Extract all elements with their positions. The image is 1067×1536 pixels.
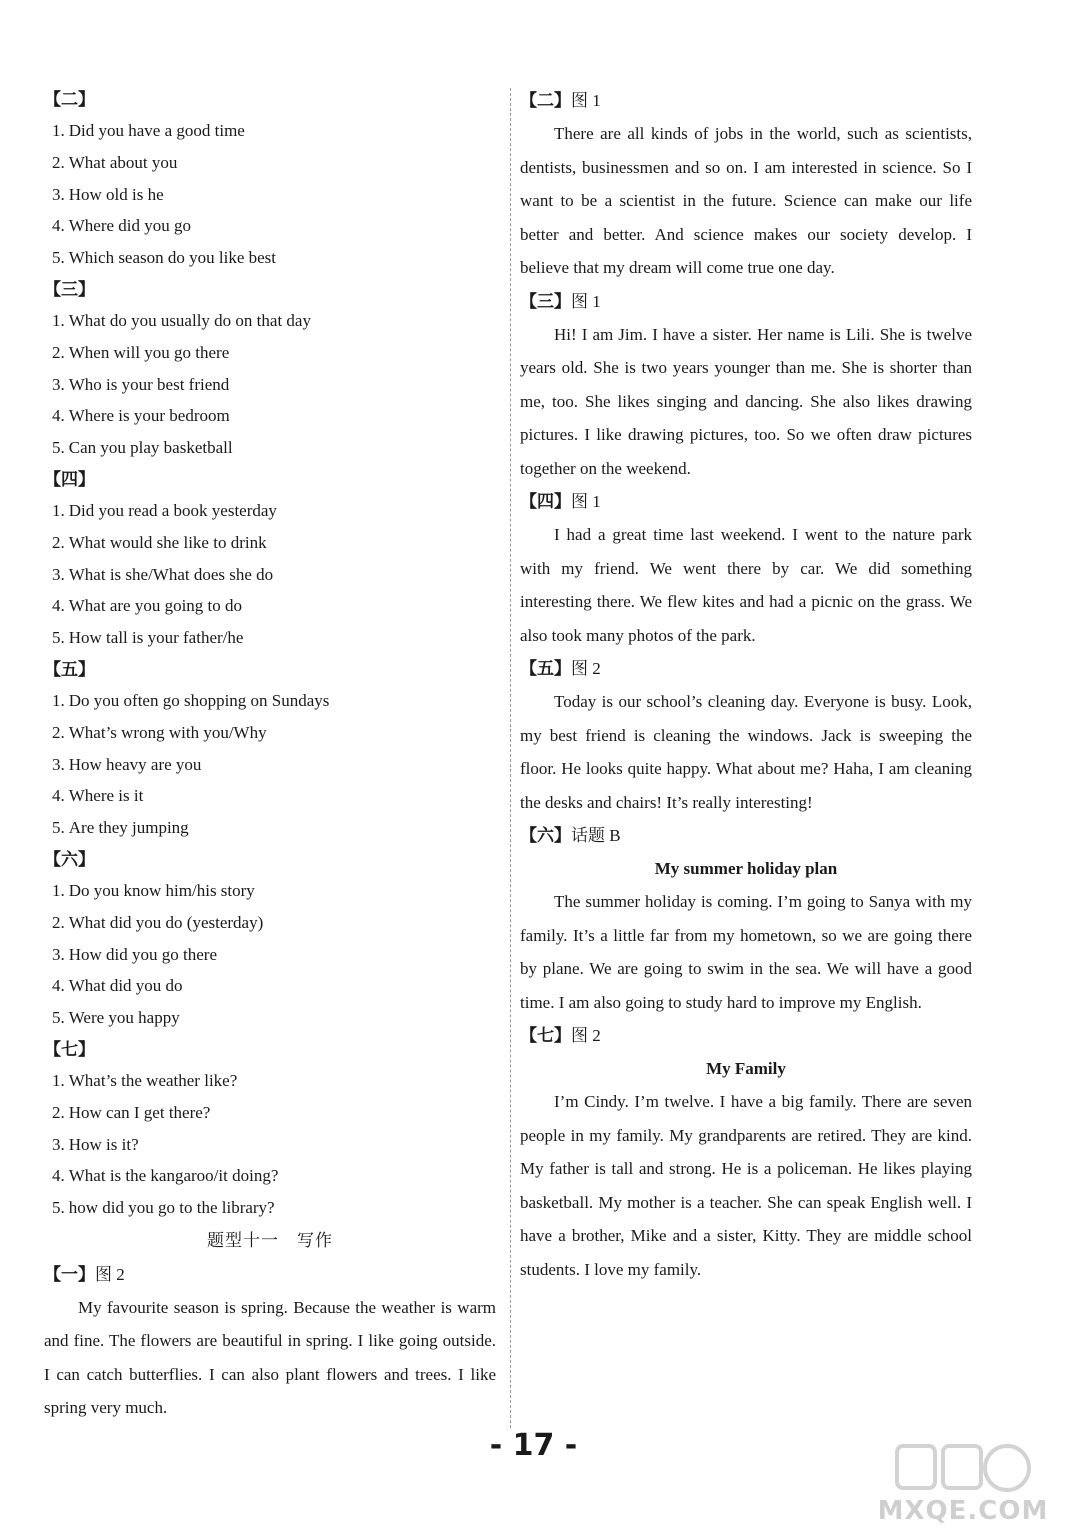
item-number: 4.: [52, 1166, 65, 1186]
essay-heading: [520, 485, 972, 518]
item-number: 3.: [52, 1134, 65, 1154]
essay-heading: [520, 84, 972, 117]
item-number: 5.: [52, 818, 65, 838]
item-text: Where is your bedroom: [68, 406, 230, 426]
answer-item: [44, 305, 496, 337]
answer-item: [44, 812, 496, 844]
item-text: How heavy are you: [68, 754, 202, 774]
answer-item: [44, 1192, 496, 1224]
answer-item: [44, 875, 496, 907]
item-number: 2.: [52, 1102, 65, 1122]
part-title: 题型十一 写作: [207, 1230, 333, 1251]
answer-item: [44, 337, 496, 369]
answer-item: [44, 495, 496, 527]
essay-heading-number: 【六】: [520, 826, 571, 845]
right-column: [520, 84, 972, 1286]
item-number: 3.: [52, 184, 65, 204]
answer-item: [44, 1065, 496, 1097]
item-text: Are they jumping: [68, 818, 189, 838]
item-text: Did you read a book yesterday: [68, 500, 277, 520]
watermark-text: MXQE.COM: [877, 1496, 1049, 1526]
item-number: 1.: [52, 1070, 65, 1090]
item-text: What is the kangaroo/it doing?: [68, 1166, 279, 1186]
item-number: 1.: [52, 121, 65, 140]
answer-item: [44, 622, 496, 654]
essay-heading-tag: 图 1: [571, 291, 601, 311]
item-number: 1.: [52, 310, 65, 330]
item-number: 4.: [52, 786, 65, 806]
answer-item: [44, 115, 496, 147]
item-number: 1.: [52, 880, 65, 900]
essay-heading-number: 【三】: [520, 291, 571, 311]
essay-title: My Family: [706, 1059, 786, 1078]
item-number: 4.: [52, 596, 65, 616]
watermark-logo: [873, 1440, 1053, 1530]
item-text: How old is he: [68, 184, 164, 204]
answer-item: [44, 432, 496, 464]
item-number: 2.: [52, 342, 65, 362]
answer-item: [44, 970, 496, 1002]
essay-paragraph: I’m Cindy. I’m twelve. I have a big family. There are seven people in my family. My grandparents are retired. They are kind. My father is tall and strong. He is a policeman. He likes playing basketball. My mother is a teacher. She can speak English well. I have a brother, Mike and a sister, Kitty. They are middle school students. I love my family.: [520, 1092, 972, 1279]
item-text: Do you often go shopping on Sundays: [68, 690, 330, 710]
answer-item: [44, 1160, 496, 1192]
essay-paragraph: There are all kinds of jobs in the world, such as scientists, dentists, businessmen and so on. I am interested in science. So I want to be a scientist in the future. Science can make our life better and better. And science makes our society develop. I believe that my dream will come true one day.: [520, 124, 972, 277]
item-text: Who is your best friend: [68, 374, 230, 394]
answer-item: [44, 939, 496, 971]
essay-heading: [520, 285, 972, 318]
essay-title: My summer holiday plan: [654, 859, 838, 878]
answer-item: [44, 210, 496, 242]
writing-heading: [44, 1258, 496, 1291]
answer-item: [44, 179, 496, 211]
answer-item: [44, 749, 496, 781]
item-number: 5.: [52, 248, 65, 268]
item-text: What’s the weather like?: [68, 1070, 238, 1090]
watermark-seal-icon: [893, 1440, 1033, 1500]
item-number: 5.: [52, 438, 65, 458]
section-heading: 【三】: [44, 279, 95, 299]
essay-paragraph: I had a great time last weekend. I went to the nature park with my friend. We went there by car. We did something interesting there. We flew kites and had a picnic on the grass. We also took many photos of the park.: [520, 525, 972, 645]
answer-item: [44, 369, 496, 401]
item-text: Were you happy: [68, 1008, 180, 1028]
section-heading: 【五】: [44, 659, 95, 679]
item-text: How did you go there: [68, 944, 218, 964]
item-number: 4.: [52, 976, 65, 996]
section-heading: 【二】: [44, 90, 95, 109]
answer-item: [44, 527, 496, 559]
item-text: What are you going to do: [68, 596, 243, 616]
answer-item: [44, 590, 496, 622]
item-number: 2.: [52, 912, 65, 932]
answer-item: [44, 717, 496, 749]
essay-heading-number: 【五】: [520, 659, 571, 678]
section-heading: 【四】: [44, 469, 95, 489]
item-text: What do you usually do on that day: [68, 310, 311, 330]
essay-heading-number: 【二】: [520, 91, 571, 110]
answer-item: [44, 1129, 496, 1161]
item-number: 1.: [52, 690, 65, 710]
item-text: How is it?: [68, 1134, 139, 1154]
essay-heading-tag: 图 2: [571, 659, 601, 678]
item-text: how did you go to the library?: [68, 1198, 275, 1218]
item-number: 2.: [52, 152, 65, 172]
item-text: Can you play basketball: [68, 438, 233, 458]
item-number: 3.: [52, 944, 65, 964]
item-text: How tall is your father/he: [68, 628, 244, 648]
section-heading: 【六】: [44, 849, 95, 869]
essay-heading-tag: 话题 B: [571, 826, 621, 845]
answer-item: [44, 685, 496, 717]
answer-item: [44, 1002, 496, 1034]
item-text: Did you have a good time: [68, 121, 245, 140]
item-number: 1.: [52, 500, 65, 520]
item-text: When will you go there: [68, 342, 230, 362]
answer-item: [44, 559, 496, 591]
item-text: Do you know him/his story: [68, 880, 255, 900]
column-divider: [510, 88, 511, 1428]
essay-heading: [520, 652, 972, 685]
essay-heading: [520, 1019, 972, 1052]
essay-paragraph: The summer holiday is coming. I’m going to Sanya with my family. It’s a little far from my hometown, so we are going there by plane. We are going to swim in the sea. We will have a good time. I am also going to study hard to improve my English.: [520, 892, 972, 1012]
item-number: 4.: [52, 406, 65, 426]
page-number: - 17 -: [489, 1428, 578, 1463]
item-text: What’s wrong with you/Why: [68, 722, 267, 742]
essay-heading-tag: 图 1: [571, 492, 601, 511]
essay-paragraph: Hi! I am Jim. I have a sister. Her name is Lili. She is twelve years old. She is two years younger than me. She is shorter than me, too. She likes singing and dancing. She also likes drawing pictures. I like drawing pictures, too. So we often draw pictures together on the weekend.: [520, 324, 972, 478]
item-number: 5.: [52, 1198, 65, 1218]
answer-item: [44, 147, 496, 179]
item-text: Where is it: [68, 786, 144, 806]
item-text: Where did you go: [68, 216, 192, 236]
item-number: 2.: [52, 722, 65, 742]
essay-heading-tag: 图 2: [571, 1026, 601, 1045]
answer-item: [44, 242, 496, 274]
item-text: Which season do you like best: [68, 248, 277, 268]
answer-item: [44, 1097, 496, 1129]
essay-heading: [520, 819, 972, 852]
item-text: What would she like to drink: [68, 532, 267, 552]
left-column: [44, 84, 496, 1425]
item-text: What did you do: [68, 976, 183, 996]
item-number: 4.: [52, 216, 65, 236]
section-heading: 【七】: [44, 1039, 95, 1059]
answer-item: [44, 780, 496, 812]
essay-paragraph: Today is our school’s cleaning day. Everyone is busy. Look, my best friend is cleaning the windows. Jack is sweeping the floor. He looks quite happy. What about me? Haha, I am cleaning the desks and chairs! It’s really interesting!: [520, 692, 972, 812]
item-text: How can I get there?: [68, 1102, 211, 1122]
essay-heading-tag: 图 1: [571, 91, 601, 110]
answer-item: [44, 907, 496, 939]
essay-heading-number: 【七】: [520, 1026, 571, 1045]
item-number: 3.: [52, 374, 65, 394]
answer-item: [44, 400, 496, 432]
item-text: What about you: [68, 152, 178, 172]
writing-paragraph: My favourite season is spring. Because the weather is warm and fine. The flowers are beautiful in spring. I like going outside. I can catch butterflies. I can also plant flowers and trees. I like spring very much.: [44, 1297, 496, 1418]
item-text: What is she/What does she do: [68, 564, 274, 584]
writing-heading-number: 【一】: [44, 1264, 95, 1284]
writing-heading-tag: 图 2: [95, 1264, 125, 1284]
item-number: 2.: [52, 532, 65, 552]
item-number: 3.: [52, 754, 65, 774]
item-number: 5.: [52, 628, 65, 648]
item-number: 5.: [52, 1008, 65, 1028]
essay-heading-number: 【四】: [520, 492, 571, 511]
item-text: What did you do (yesterday): [68, 912, 264, 932]
item-number: 3.: [52, 564, 65, 584]
